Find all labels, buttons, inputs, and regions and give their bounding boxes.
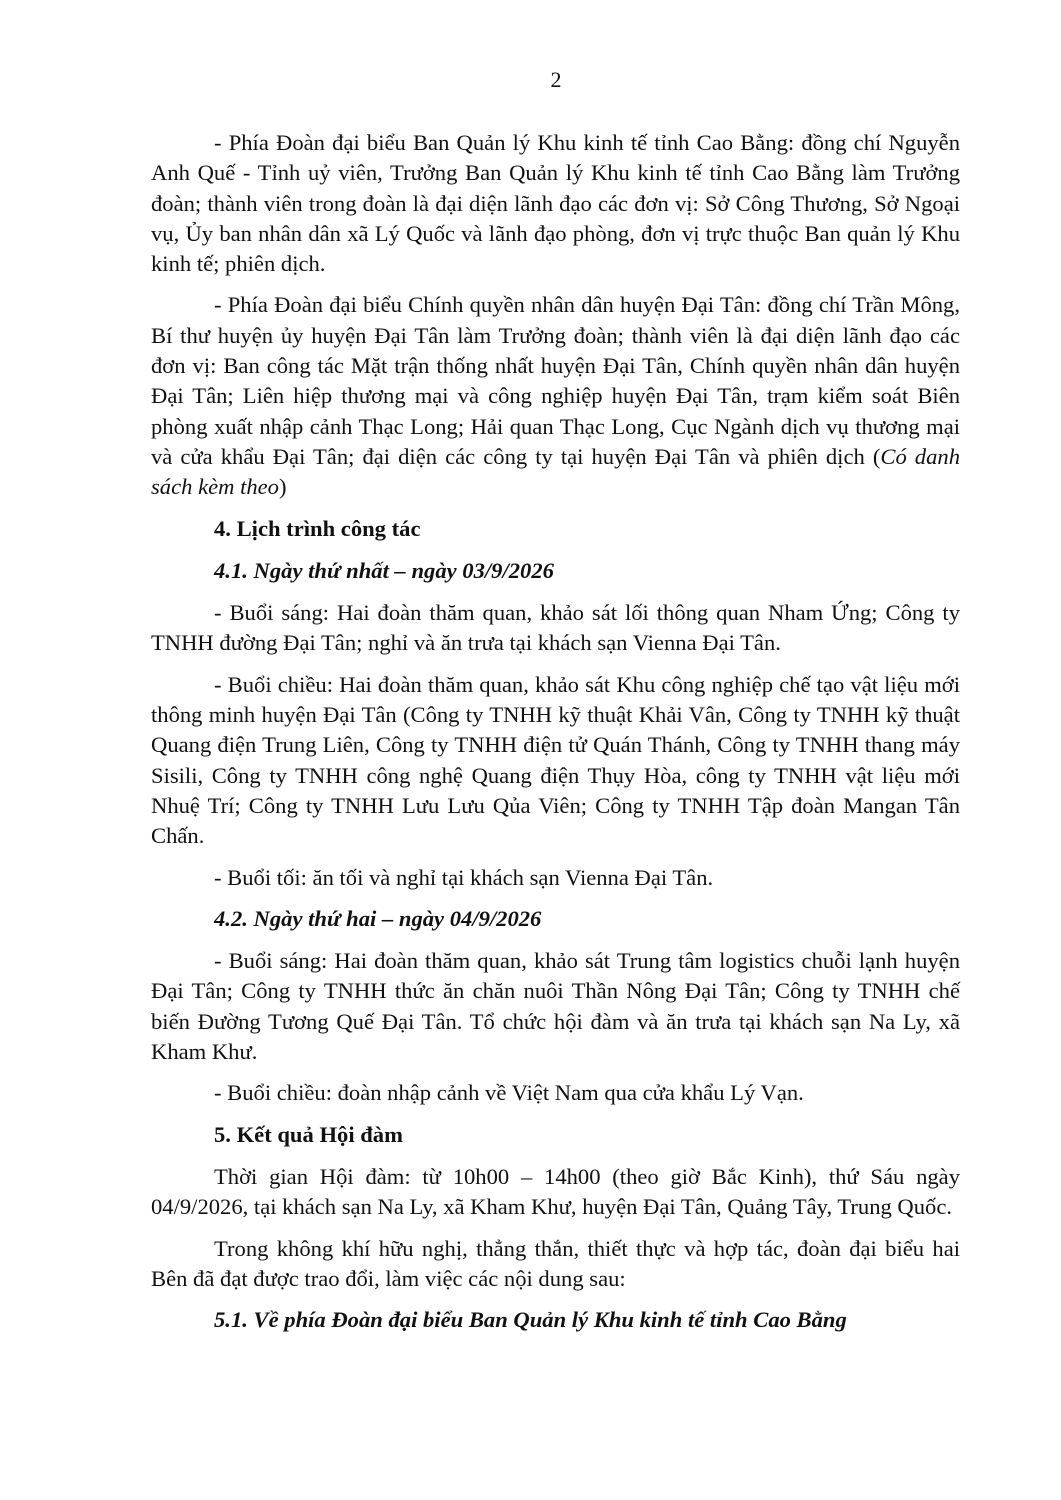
paragraph-delegation-cao-bang: - Phía Đoàn đại biểu Ban Quản lý Khu kinh tế tỉnh Cao Bằng: đồng chí Nguyễn Anh Quế - Tỉnh uỷ viên, Trưởng Ban Quản lý Khu kinh tế tỉnh Cao Bằng làm Trưởng đoàn; thành viên trong đoàn là đại diện lãnh đạo các đơn vị: Sở Công Thương, Sở Ngoại vụ, Ủy ban nhân dân xã Lý Quốc và lãnh đạo phòng, đơn vị trực thuộc Ban quản lý Khu kinh tế; phiên dịch. [151,130,960,277]
subsection-heading-5-1: 5.1. Về phía Đoàn đại biểu Ban Quản lý Khu kinh tế tỉnh Cao Bằng [214,1307,847,1333]
paragraph-day1-afternoon: - Buổi chiều: Hai đoàn thăm quan, khảo sát Khu công nghiệp chế tạo vật liệu mới thông minh huyện Đại Tân (Công ty TNHH kỹ thuật Khải Vân, Công ty TNHH kỹ thuật Quang điện Trung Liên, Công ty TNHH điện tử Quán Thánh, Công ty TNHH thang máy Sisili, Công ty TNHH công nghệ Quang điện Thụy Hòa, công ty TNHH vật liệu mới Nhuệ Trí; Công ty TNHH Lưu Lưu Qủa Viên; Công ty TNHH Tập đoàn Mangan Tân Chấn. [151,671,960,849]
subsection-heading-4-2: 4.2. Ngày thứ hai – ngày 04/9/2026 [214,905,542,931]
paragraph-day1-evening: - Buổi tối: ăn tối và nghỉ tại khách sạn Vienna Đại Tân. [214,864,714,890]
subsection-heading-4-1: 4.1. Ngày thứ nhất – ngày 03/9/2026 [214,557,554,583]
paragraph-day1-morning: - Buổi sáng: Hai đoàn thăm quan, khảo sát lối thông quan Nham Ứng; Công ty TNHH đường Đại Tân; nghỉ và ăn trưa tại khách sạn Vienna Đại Tân. [151,600,960,656]
closing-parenthesis: ) [278,474,287,500]
paragraph-day2-afternoon: - Buổi chiều: đoàn nhập cảnh về Việt Nam qua cửa khẩu Lý Vạn. [214,1080,804,1106]
paragraph-meeting-time: Thời gian Hội đàm: từ 10h00 – 14h00 (theo giờ Bắc Kinh), thứ Sáu ngày 04/9/2026, tại khách sạn Na Ly, xã Kham Khư, huyện Đại Tân, Quảng Tây, Trung Quốc. [151,1163,960,1220]
paragraph-meeting-atmosphere: Trong không khí hữu nghị, thẳng thắn, thiết thực và hợp tác, đoàn đại biểu hai Bên đã đạt được trao đổi, làm việc các nội dung sau: [151,1235,960,1291]
attached-list-note: Có danh sách kèm theo [151,443,960,500]
document-body [151,128,960,1347]
paragraph-text: - Phía Đoàn đại biểu Chính quyền nhân dân huyện Đại Tân: đồng chí Trần Mông, Bí thư huyện ủy huyện Đại Tân làm Trưởng đoàn; thành viên là đại diện lãnh đạo các đơn vị: Ban công tác Mặt trận thống nhất huyện Đại Tân, Chính quyền nhân dân huyện Đại Tân; Liên hiệp thương mại và công nghiệp huyện Đại Tân, trạm kiểm soát Biên phòng xuất nhập cảnh Thạc Long; Hải quan Thạc Long, Cục Ngành dịch vụ thương mại và cửa khẩu Đại Tân; đại diện các công ty tại huyện Đại Tân và phiên dịch ( [151,292,960,469]
section-heading-5: 5. Kết quả Hội đàm [214,1121,403,1147]
paragraph-day2-morning: - Buổi sáng: Hai đoàn thăm quan, khảo sát Trung tâm logistics chuỗi lạnh huyện Đại Tân; Công ty TNHH thức ăn chăn nuôi Thần Nông Đại Tân; Công ty TNHH chế biến Đường Tương Quế Đại Tân. Tổ chức hội đàm và ăn trưa tại khách sạn Na Ly, xã Kham Khư. [151,948,960,1065]
paragraph-delegation-dai-tan [151,290,960,502]
section-heading-4: 4. Lịch trình công tác [214,515,421,541]
page-number: 2 [550,67,562,92]
